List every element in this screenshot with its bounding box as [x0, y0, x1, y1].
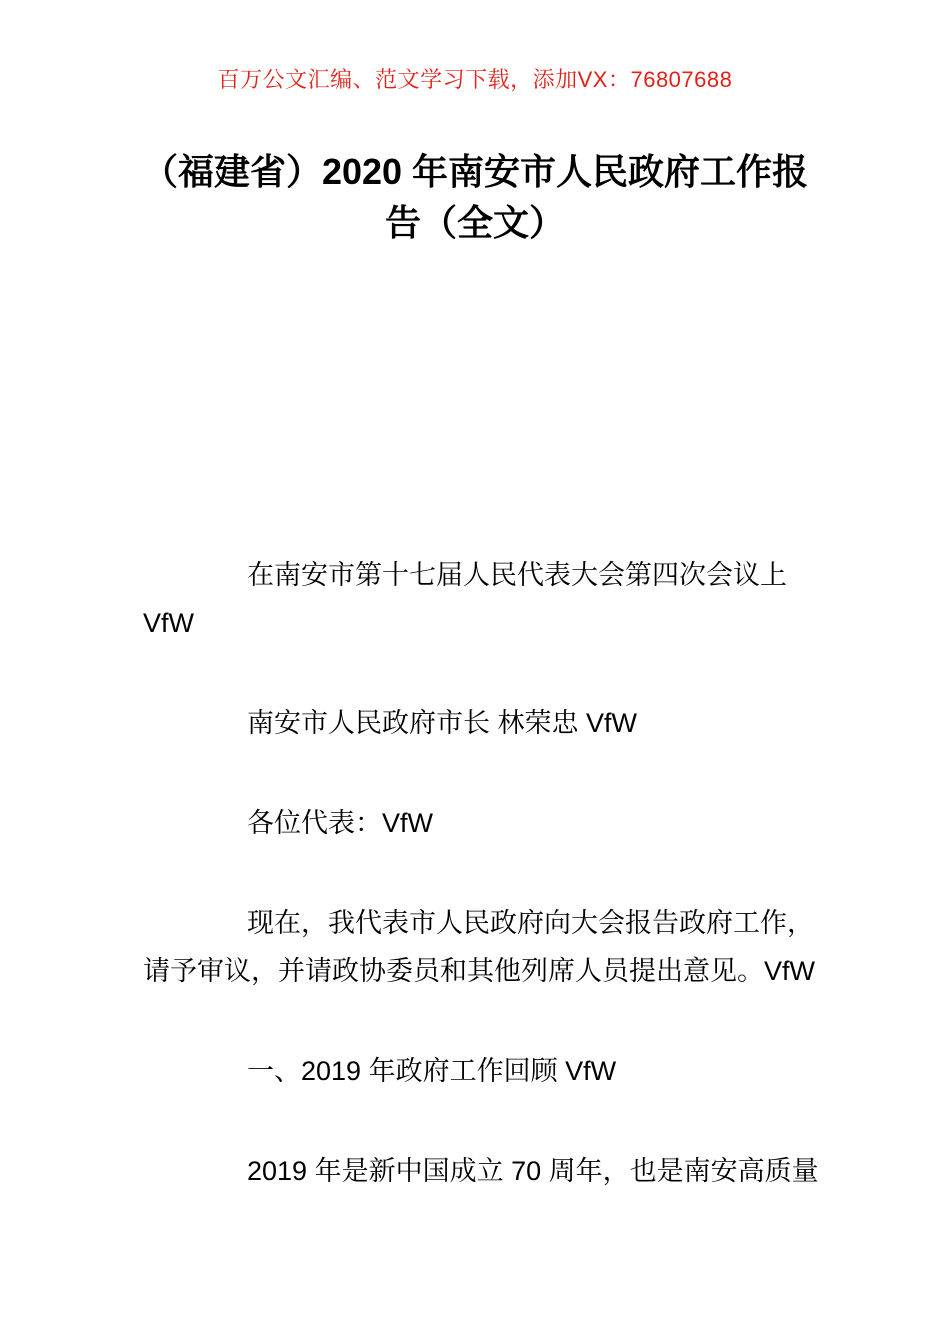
paragraph-intro: [143, 899, 815, 995]
text-line: 现在，我代表市人民政府向大会报告政府工作，: [247, 908, 814, 938]
document-body: [143, 551, 819, 1247]
text-line: 一、2019 年政府工作回顾 VfW: [247, 1056, 617, 1086]
document-title-line-1: （福建省）2020 年南安市人民政府工作报: [141, 151, 809, 192]
text-line: VfW: [143, 608, 194, 638]
paragraph-speaker: [143, 699, 815, 747]
text-line: 请予审议，并请政协委员和其他列席人员提出意见。VfW: [143, 956, 815, 986]
paragraph-section-heading: [143, 1047, 815, 1095]
promo-notice: 百万公文汇编、范文学习下载，添加VX：76807688: [217, 67, 733, 92]
text-line: 各位代表：VfW: [247, 808, 433, 838]
paragraph-salutation: [143, 799, 815, 847]
text-line: 南安市人民政府市长 林荣忠 VfW: [247, 708, 637, 738]
paragraph-subtitle: [143, 551, 815, 647]
text-line: 2019 年是新中国成立 70 周年，也是南安高质量: [247, 1156, 819, 1186]
document-title: [133, 146, 817, 248]
document-title-line-2: 告（全文）: [384, 202, 565, 243]
text-line: 在南安市第十七届人民代表大会第四次会议上: [247, 560, 787, 590]
paragraph-review-opening: [143, 1147, 819, 1195]
